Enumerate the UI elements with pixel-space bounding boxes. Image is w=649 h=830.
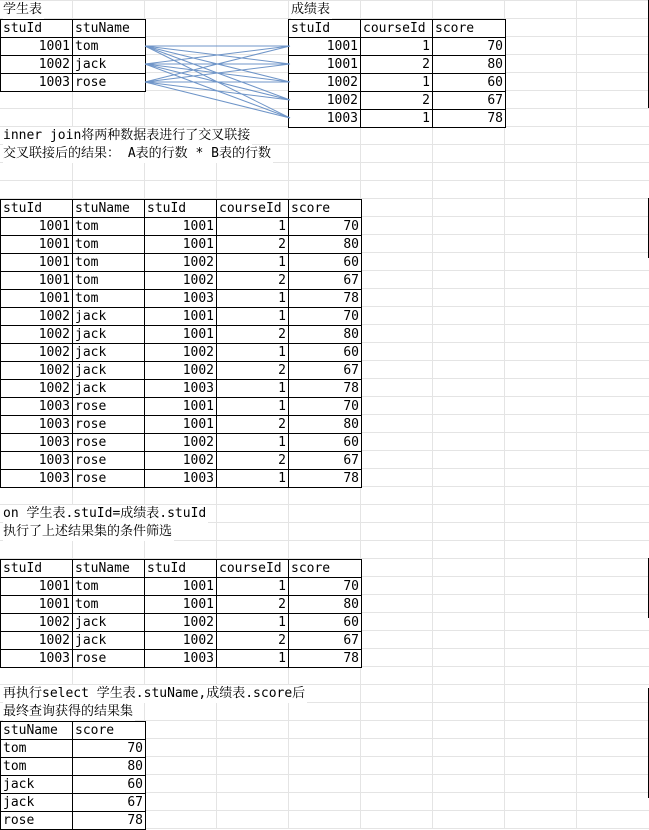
column-header: score (289, 560, 362, 578)
table-row (1, 236, 362, 254)
table-cell: 1001 (145, 326, 217, 344)
table-cell: tom (73, 218, 145, 236)
table-cell: 60 (289, 434, 362, 452)
table-cell: 60 (289, 614, 362, 632)
column-header: score (289, 200, 362, 218)
table-cell: 1002 (1, 344, 73, 362)
table-cell: 80 (289, 596, 362, 614)
table-cell: 1 (217, 344, 289, 362)
table-header-row (1, 200, 362, 218)
table-cell: 1001 (1, 272, 73, 290)
table-cell: rose (73, 398, 145, 416)
table-cell: 1002 (1, 326, 73, 344)
table-cell: rose (73, 416, 145, 434)
table-cell: 1001 (289, 38, 361, 56)
note-filter: 执行了上述结果集的条件筛选 (3, 524, 173, 539)
table-cell: rose (1, 812, 73, 830)
table-cell: 1 (217, 470, 289, 488)
table-cell: 1002 (1, 308, 73, 326)
table-cell: 1002 (1, 614, 73, 632)
join-link-line (145, 82, 290, 100)
table-cell: jack (73, 380, 145, 398)
table-cell: 1002 (1, 632, 73, 650)
table-cell: 1001 (145, 218, 217, 236)
column-header: stuId (1, 560, 73, 578)
note-on-condition: on 学生表.stuId=成绩表.stuId (3, 506, 207, 521)
table-cell: 1001 (1, 218, 73, 236)
table-cell: 1002 (145, 254, 217, 272)
table-cell: tom (73, 578, 145, 596)
table-cell: 1001 (145, 398, 217, 416)
table-cell: 1 (217, 650, 289, 668)
table-row (1, 218, 362, 236)
table-cell: tom (1, 758, 73, 776)
table-cell: 1 (361, 38, 433, 56)
table-cell: 1003 (1, 470, 73, 488)
table-cell: 1002 (289, 74, 361, 92)
table-cell: 1002 (1, 56, 73, 74)
table-cell: 1001 (1, 38, 73, 56)
table-row (1, 470, 362, 488)
table-row (1, 254, 362, 272)
table-row (1, 794, 146, 812)
table-cell: 67 (289, 362, 362, 380)
table-cell: 78 (73, 812, 146, 830)
table-cell: 1002 (1, 380, 73, 398)
table-cell: tom (73, 236, 145, 254)
table-cell: 1003 (145, 470, 217, 488)
table-cell: 1003 (1, 650, 73, 668)
scores-table-title: 成绩表 (291, 2, 331, 17)
table-row (1, 614, 362, 632)
column-header: score (73, 722, 146, 740)
table-cell: jack (73, 632, 145, 650)
table-cell: 1001 (145, 578, 217, 596)
table-cell: 2 (217, 362, 289, 380)
table-row (1, 596, 362, 614)
table-row (1, 632, 362, 650)
table-cell: 1 (217, 578, 289, 596)
table-cell: jack (73, 56, 146, 74)
column-header: stuName (73, 200, 145, 218)
note-cross-join: 交叉联接后的结果： A表的行数 * B表的行数 (3, 146, 271, 161)
table-cell: 1003 (1, 74, 73, 92)
table-cell: 1001 (1, 236, 73, 254)
table-cell: 70 (433, 38, 506, 56)
column-header: stuId (289, 20, 361, 38)
table-cell: 70 (289, 398, 362, 416)
table-cell: 1003 (289, 110, 361, 128)
column-header: stuId (1, 20, 73, 38)
table-cell: 1 (217, 434, 289, 452)
column-header: stuId (1, 200, 73, 218)
table-cell: 1001 (1, 596, 73, 614)
table-cell: 1003 (1, 434, 73, 452)
note-select: 再执行select 学生表.stuName,成绩表.score后 (3, 686, 306, 701)
column-header: courseId (217, 560, 289, 578)
table-cell: 1 (217, 308, 289, 326)
table-cell: 1001 (1, 290, 73, 308)
table-cell: 80 (289, 236, 362, 254)
table-cell: 67 (289, 272, 362, 290)
table-cell: 60 (289, 344, 362, 362)
table-cell: 78 (289, 470, 362, 488)
table-cell: tom (73, 38, 146, 56)
table-row (1, 452, 362, 470)
table-cell: 70 (289, 308, 362, 326)
table-cell: 1002 (1, 362, 73, 380)
table-cell: jack (73, 308, 145, 326)
cross-join-lines (0, 0, 649, 140)
table-cell: 2 (217, 596, 289, 614)
column-header: courseId (361, 20, 433, 38)
column-header: stuName (1, 722, 73, 740)
table-cell: 78 (289, 380, 362, 398)
table-row (1, 650, 362, 668)
table-cell: tom (73, 272, 145, 290)
table-cell: 78 (289, 650, 362, 668)
table-row (1, 758, 146, 776)
table-header-row (1, 560, 362, 578)
table-cell: jack (73, 362, 145, 380)
table-cell: jack (1, 776, 73, 794)
table-cell: 1 (217, 380, 289, 398)
table-cell: 70 (289, 578, 362, 596)
column-header: stuId (145, 200, 217, 218)
column-header: stuName (73, 560, 145, 578)
table-cell: 2 (217, 236, 289, 254)
table-cell: rose (73, 74, 146, 92)
table-row (1, 272, 362, 290)
table-cell: 1002 (145, 452, 217, 470)
table-cell: 67 (73, 794, 146, 812)
table-cell: rose (73, 650, 145, 668)
table-cell: 1003 (1, 452, 73, 470)
table-cell: tom (73, 596, 145, 614)
table-cell: tom (1, 740, 73, 758)
table-cell: 1002 (145, 434, 217, 452)
table-cell: 1 (217, 218, 289, 236)
table-cell: 1 (361, 110, 433, 128)
note-inner-join: inner join将两种数据表进行了交叉联接 (3, 128, 251, 143)
table-cell: 1001 (145, 596, 217, 614)
table-cell: 2 (217, 452, 289, 470)
table-cell: 1003 (1, 398, 73, 416)
table-row (1, 578, 362, 596)
table-cell: tom (73, 290, 145, 308)
table-cell: 1001 (145, 308, 217, 326)
table-cell: 1001 (145, 236, 217, 254)
table-row (1, 740, 146, 758)
table-row (1, 344, 362, 362)
table-cell: 78 (289, 290, 362, 308)
table-cell: 2 (217, 272, 289, 290)
table-cell: rose (73, 434, 145, 452)
table-cell: 1002 (145, 362, 217, 380)
table-cell: 60 (289, 254, 362, 272)
table-cell: 1 (217, 254, 289, 272)
table-cell: 1001 (1, 578, 73, 596)
table-cell: jack (73, 614, 145, 632)
column-header: stuName (73, 20, 146, 38)
table-cell: 2 (361, 92, 433, 110)
table-cell: 1 (217, 614, 289, 632)
table-cell: 1 (217, 290, 289, 308)
table-cell: jack (1, 794, 73, 812)
table-cell: 2 (361, 56, 433, 74)
table-cell: 67 (289, 452, 362, 470)
table-cell: 1002 (145, 632, 217, 650)
table-cell: rose (73, 452, 145, 470)
table-row (1, 326, 362, 344)
table-cell: tom (73, 254, 145, 272)
table-cell: 80 (289, 416, 362, 434)
column-header: courseId (217, 200, 289, 218)
table-cell: 80 (433, 56, 506, 74)
table-header-row (1, 722, 146, 740)
table-row (1, 290, 362, 308)
table-cell: 1002 (145, 614, 217, 632)
table-row (1, 434, 362, 452)
column-header: stuId (145, 560, 217, 578)
join-link-line (145, 82, 290, 118)
table-cell: 1003 (145, 290, 217, 308)
table-cell: jack (73, 344, 145, 362)
filtered-table (0, 559, 362, 668)
table-cell: 70 (73, 740, 146, 758)
table-cell: 1 (361, 74, 433, 92)
table-cell: 1001 (1, 254, 73, 272)
table-cell: 2 (217, 416, 289, 434)
cross-join-table (0, 199, 362, 488)
table-cell: 1002 (145, 344, 217, 362)
table-cell: 70 (289, 218, 362, 236)
column-header: score (433, 20, 506, 38)
table-cell: 2 (217, 632, 289, 650)
table-row (1, 776, 146, 794)
table-cell: 1 (217, 398, 289, 416)
table-cell: 80 (73, 758, 146, 776)
table-cell: 1002 (289, 92, 361, 110)
table-row (1, 416, 362, 434)
table-cell: 60 (433, 74, 506, 92)
table-cell: 1001 (289, 56, 361, 74)
table-cell: 1003 (1, 416, 73, 434)
table-row (1, 812, 146, 830)
table-cell: 2 (217, 326, 289, 344)
table-row (1, 398, 362, 416)
table-cell: 1003 (145, 380, 217, 398)
table-cell: 80 (289, 326, 362, 344)
note-final: 最终查询获得的结果集 (3, 704, 134, 719)
table-cell: 1002 (145, 272, 217, 290)
table-cell: 78 (433, 110, 506, 128)
table-cell: jack (73, 326, 145, 344)
table-cell: 1003 (145, 650, 217, 668)
table-row (1, 308, 362, 326)
table-row (1, 380, 362, 398)
table-cell: 67 (433, 92, 506, 110)
table-cell: 1001 (145, 416, 217, 434)
table-cell: 60 (73, 776, 146, 794)
table-row (1, 362, 362, 380)
students-table-title: 学生表 (3, 2, 43, 17)
table-cell: 67 (289, 632, 362, 650)
table-cell: rose (73, 470, 145, 488)
final-result-table (0, 721, 146, 830)
